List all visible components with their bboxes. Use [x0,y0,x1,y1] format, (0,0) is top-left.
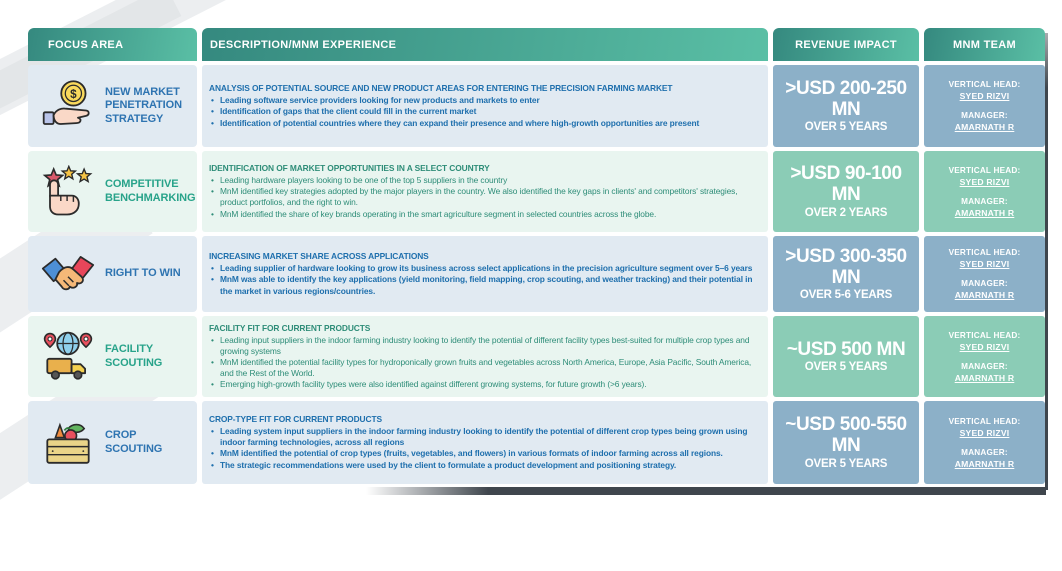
team-role-label: VERTICAL HEAD: [948,330,1021,340]
team-vertical-head-group [949,417,1021,438]
mnm-team-cell [924,65,1045,147]
header-cell-revenue-impact: REVENUE IMPACT [773,28,919,61]
mnm-team-cell [924,236,1045,312]
team-manager-group [955,362,1015,383]
description-bullets [209,175,760,219]
team-manager-group [955,111,1015,132]
revenue-amount: >USD 90-100 MN [790,163,902,205]
description-heading: ANALYSIS OF POTENTIAL SOURCE AND NEW PRODUCT AREAS FOR ENTERING THE PRECISION FARMING MARKET [209,83,673,94]
globe-truck-icon [41,330,95,384]
revenue-period: OVER 2 YEARS [804,206,888,219]
team-role-label: MANAGER: [961,361,1008,371]
focus-area-table [28,28,1045,488]
focus-area-cell [28,316,197,397]
description-bullets [209,263,760,296]
bullet-item: • MnM identified the potential facility types for hydroponically grown fruits and vegetables across North America, Europe, Asia Pacific, South America, and the Rest of the World. [209,357,760,379]
revenue-impact-cell [773,236,919,312]
team-role-label: VERTICAL HEAD: [948,165,1021,175]
description-cell [202,151,768,232]
revenue-impact-cell [773,151,919,232]
team-role-label: VERTICAL HEAD: [948,416,1021,426]
team-manager-group [955,279,1015,300]
revenue-amount: >USD 200-250 MN [785,77,907,120]
focus-area-cell [28,236,197,312]
team-role-label: VERTICAL HEAD: [948,248,1021,257]
team-vertical-head-group [949,166,1021,187]
focus-area-cell [28,401,197,484]
hand-coin-icon [41,79,95,133]
team-vertical-head-name[interactable]: SYED RIZVI [959,176,1010,187]
revenue-period: OVER 5 YEARS [804,457,888,470]
description-cell [202,236,768,312]
team-manager-group [955,448,1015,469]
team-manager-name[interactable]: AMARNATH R [954,458,1015,469]
description-heading: FACILITY FIT FOR CURRENT PRODUCTS [209,322,371,333]
veggie-crate-icon [41,416,95,470]
team-manager-name[interactable]: AMARNATH R [954,122,1015,132]
description-cell [202,316,768,397]
bullet-item: • MnM identified the potential of crop types (fruits, vegetables, and flowers) in various formats of indoor farming across all regions. [209,448,760,459]
bullet-item: • Leading input suppliers in the indoor farming industry looking to identify the potential of different facility types best-suited for multiple crop types and growing systems [209,335,760,357]
team-role-label: VERTICAL HEAD: [948,80,1021,89]
table-header-row [28,28,1045,61]
team-vertical-head-name[interactable]: SYED RIZVI [959,259,1010,269]
table-row [28,65,1045,147]
revenue-period: OVER 5-6 YEARS [799,289,893,302]
header-cell-description: DESCRIPTION/MNM EXPERIENCE [202,28,768,61]
header-cell-mnm-team: MNM TEAM [924,28,1045,61]
revenue-impact-cell [773,65,919,147]
focus-area-title: COMPETITIVE BENCHMARKING [105,178,196,204]
team-role-label: MANAGER: [961,447,1008,457]
bullet-item: • Emerging high-growth facility types were also identified against different growing systems, for future growth (>6 years). [209,379,760,390]
focus-area-title: RIGHT TO WIN [105,267,181,280]
description-cell [202,65,768,147]
description-heading: CROP-TYPE FIT FOR CURRENT PRODUCTS [209,414,382,425]
team-manager-name[interactable]: AMARNATH R [954,372,1015,383]
description-bullets [209,426,760,470]
focus-area-cell [28,65,197,147]
description-bullets [209,335,760,390]
team-vertical-head-name[interactable]: SYED RIZVI [959,427,1010,438]
description-heading: INCREASING MARKET SHARE ACROSS APPLICATIONS [209,251,429,262]
team-vertical-head-name[interactable]: SYED RIZVI [959,341,1010,352]
bullet-item: • Leading hardware players looking to be one of the top 5 suppliers in the country [209,175,760,186]
table-shadow-right [1045,33,1048,490]
mnm-team-cell [924,151,1045,232]
revenue-amount: ~USD 500-550 MN [785,414,907,456]
team-vertical-head-group [949,80,1021,101]
revenue-impact-cell [773,316,919,397]
description-heading: IDENTIFICATION OF MARKET OPPORTUNITIES IN A SELECT COUNTRY [209,163,490,174]
bullet-item: • Identification of potential countries where they can expand their presence and where high-growth opportunities are present [209,118,760,129]
mnm-team-cell [924,401,1045,484]
focus-area-title: CROP SCOUTING [105,429,163,455]
team-vertical-head-name[interactable]: SYED RIZVI [959,91,1010,101]
table-row [28,401,1045,484]
team-role-label: MANAGER: [961,111,1008,120]
description-cell [202,401,768,484]
svg-text:$: $ [70,87,77,101]
table-shadow-bottom [366,487,1046,495]
revenue-amount: ~USD 500 MN [786,338,906,360]
bullet-item: • Identification of gaps that the client could fill in the current market [209,106,760,117]
focus-area-title: NEW MARKET PENETRATION STRATEGY [105,86,182,125]
focus-area-cell [28,151,197,232]
bullet-item: • Leading software service providers looking for new products and markets to enter [209,95,760,106]
team-role-label: MANAGER: [961,196,1008,206]
handshake-icon [41,247,95,301]
mnm-team-cell [924,316,1045,397]
team-role-label: MANAGER: [961,279,1008,288]
team-vertical-head-group [949,248,1021,269]
bullet-item: • MnM identified key strategies adopted by the major players in the country. We also identified the key gaps in clients' and competitors' strategies, product portfolios, and the right to win. [209,186,760,208]
bullet-item: • Leading supplier of hardware looking to grow its business across select applications in the precision agriculture segment over 5–6 years [209,263,760,274]
revenue-amount: >USD 300-350 MN [785,245,907,288]
bullet-item: • MnM identified the share of key brands operating in the smart agriculture segment in selected countries across the globe. [209,209,760,220]
table-row [28,316,1045,397]
team-vertical-head-group [949,331,1021,352]
team-manager-name[interactable]: AMARNATH R [954,207,1015,218]
bullet-item: • The strategic recommendations were used by the client to formulate a product development and positioning strategy. [209,460,760,471]
bullet-item: • MnM was able to identify the key applications (yield monitoring, field mapping, crop scouting, and weather tracking) and their potential in the market in various regions/countries. [209,274,760,296]
revenue-impact-cell [773,401,919,484]
description-bullets [209,95,760,128]
table-row [28,151,1045,232]
hand-stars-icon [41,165,95,219]
bullet-item: • Leading system input suppliers in the indoor farming industry looking to identify the potential of different crop types being grown using indoor farming technologies, across all regions [209,426,760,448]
table-row [28,236,1045,312]
team-manager-name[interactable]: AMARNATH R [954,290,1015,300]
revenue-period: OVER 5 YEARS [804,361,888,374]
table-body [28,65,1045,484]
revenue-period: OVER 5 YEARS [804,121,888,134]
focus-area-title: FACILITY SCOUTING [105,343,163,369]
team-manager-group [955,197,1015,218]
header-cell-focus-area: FOCUS AREA [28,28,197,61]
